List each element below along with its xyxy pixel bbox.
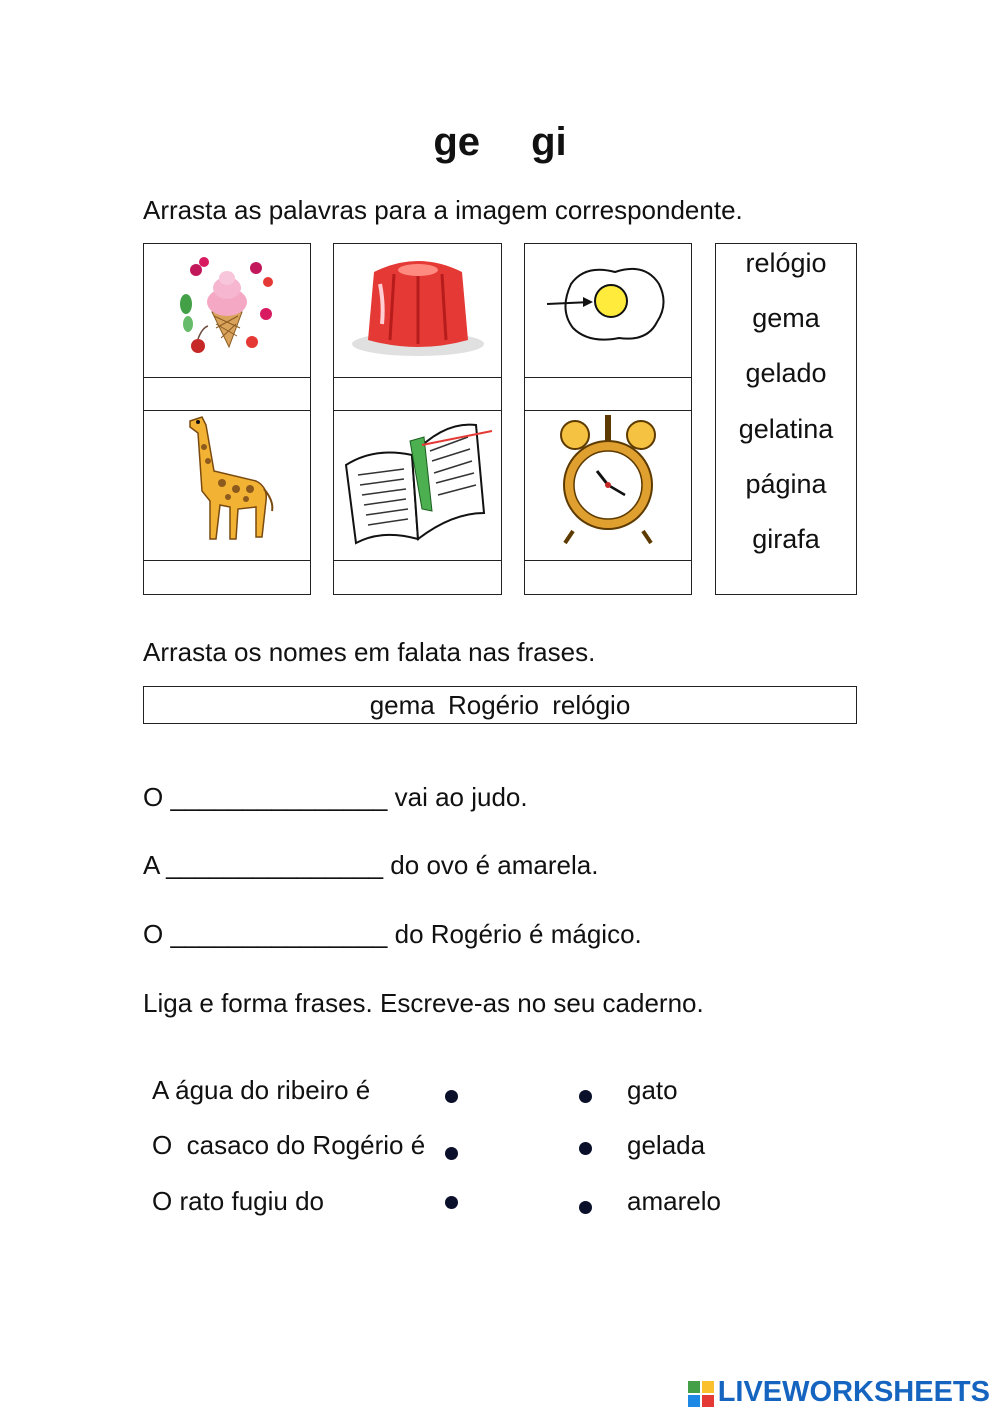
- word-gelado[interactable]: gelado: [745, 358, 827, 388]
- page-title: ge gi: [433, 120, 567, 164]
- sentence-start: O: [143, 919, 164, 949]
- match-left-2: O casaco do Rogério é: [152, 1130, 426, 1160]
- match-dot-right-2[interactable]: [579, 1142, 592, 1155]
- blank-field[interactable]: _______________: [170, 782, 388, 812]
- word-bank: [715, 243, 857, 595]
- word-girafa[interactable]: girafa: [752, 524, 820, 554]
- match-dot-left-1[interactable]: [445, 1090, 458, 1103]
- blank-field[interactable]: _______________: [170, 919, 388, 949]
- match-dot-right-3[interactable]: [579, 1201, 592, 1214]
- ice-cream-image: [144, 244, 310, 377]
- liveworksheets-logo-icon: [688, 1381, 714, 1407]
- sentence-end: do Rogério é mágico.: [394, 919, 642, 949]
- sentence-1: [143, 782, 528, 813]
- book-page-image: [334, 411, 501, 560]
- egg-yolk-image: [525, 244, 691, 377]
- match-right-1: gato: [627, 1075, 678, 1105]
- hint-word-box[interactable]: gema Rogério relógio: [143, 686, 857, 724]
- sentence-start: A: [143, 850, 159, 880]
- word-pagina[interactable]: página: [745, 469, 827, 499]
- answer-slot-book[interactable]: [333, 560, 502, 595]
- giraffe-cell: [143, 410, 311, 561]
- ice-cream-cell: [143, 243, 311, 378]
- logo-text: LIVEWORKSHEETS: [717, 1376, 990, 1408]
- instruction-match-images: Arrasta as palavras para a imagem correspondente.: [143, 195, 743, 225]
- answer-slot-giraffe[interactable]: [143, 560, 311, 595]
- word-relogio[interactable]: relógio: [745, 248, 827, 278]
- match-dot-left-2[interactable]: [445, 1147, 458, 1160]
- instruction-fill-sentences: Arrasta os nomes em falata nas frases.: [143, 637, 596, 667]
- match-right-3: amarelo: [627, 1186, 721, 1216]
- word-gelatina[interactable]: gelatina: [738, 414, 834, 444]
- match-right-2: gelada: [627, 1130, 706, 1160]
- sentence-2: [143, 850, 598, 881]
- alarm-clock-image: [525, 411, 691, 560]
- blank-field[interactable]: _______________: [166, 850, 384, 880]
- jelly-image: [334, 244, 501, 377]
- answer-slot-egg[interactable]: [524, 377, 692, 411]
- match-dot-right-1[interactable]: [579, 1090, 592, 1103]
- egg-cell: [524, 243, 692, 378]
- sentence-start: O: [143, 782, 164, 812]
- sentence-end: do ovo é amarela.: [390, 850, 599, 880]
- liveworksheets-logo: [718, 1376, 990, 1409]
- answer-slot-ice-cream[interactable]: [143, 377, 311, 411]
- match-left-3: O rato fugiu do: [152, 1186, 324, 1216]
- giraffe-image: [144, 411, 310, 560]
- book-cell: [333, 410, 502, 561]
- sentence-3: [143, 919, 642, 950]
- sentence-end: vai ao judo.: [394, 782, 528, 812]
- word-gema[interactable]: gema: [752, 303, 820, 333]
- match-dot-left-3[interactable]: [445, 1196, 458, 1209]
- jelly-cell: [333, 243, 502, 378]
- answer-slot-clock[interactable]: [524, 560, 692, 595]
- answer-slot-jelly[interactable]: [333, 377, 502, 411]
- clock-cell: [524, 410, 692, 561]
- instruction-link-sentences: Liga e forma frases. Escreve-as no seu caderno.: [143, 988, 704, 1018]
- match-left-1: A água do ribeiro é: [152, 1075, 371, 1105]
